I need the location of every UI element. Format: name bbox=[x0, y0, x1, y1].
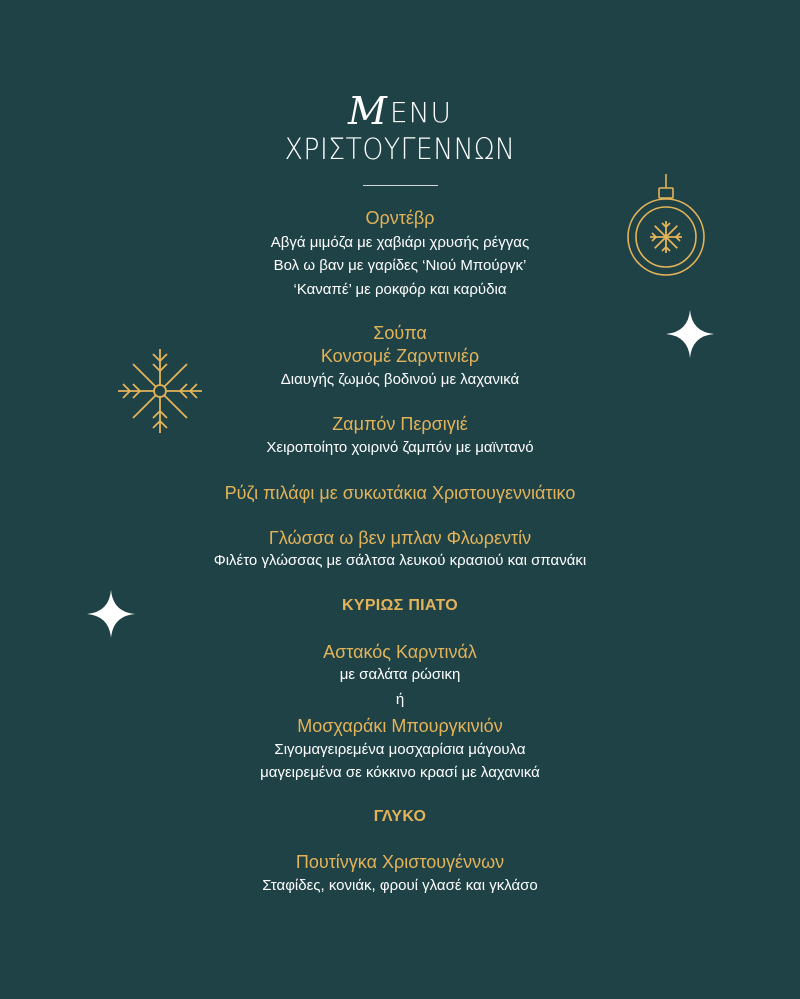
section-title-hors: Ορντέβρ bbox=[365, 208, 435, 228]
rice-dish: Ρύζι πιλάφι με συκωτάκια Χριστουγεννιάτικο bbox=[224, 483, 576, 503]
snowflake-icon bbox=[115, 346, 205, 436]
main-dish-2-desc-1: Σιγομαγειρεμένα μοσχαρίσια μάγουλα bbox=[274, 741, 526, 758]
section-title-soup: Σούπα bbox=[373, 323, 427, 343]
dessert-desc: Σταφίδες, κονιάκ, φρουί γλασέ και γκλάσο bbox=[262, 877, 538, 894]
main-or: ή bbox=[395, 691, 405, 708]
ham-dish: Ζαμπόν Περσιγιέ bbox=[332, 414, 468, 434]
menu-title bbox=[0, 89, 800, 166]
hors-item-2: Βολ ω βαν με γαρίδες ‘Νιού Μπούργκ’ bbox=[273, 257, 527, 274]
hors-item-3: ‘Καναπέ’ με ροκφόρ και καρύδια bbox=[293, 281, 507, 298]
menu-title-rest: ENU bbox=[389, 96, 453, 129]
sole-dish: Γλώσσα ω βεν μπλαν Φλωρεντίν bbox=[268, 528, 532, 548]
sparkle-icon bbox=[664, 308, 716, 360]
soup-dish: Κονσομέ Ζαρντινιέρ bbox=[320, 346, 480, 366]
ornament-icon bbox=[622, 172, 710, 280]
ham-desc: Χειροποίητο χοιρινό ζαμπόν με μαϊντανό bbox=[266, 439, 534, 456]
sole-desc: Φιλέτο γλώσσας με σάλτσα λευκού κρασιού και σπανάκι bbox=[213, 552, 587, 569]
sparkle-icon bbox=[85, 588, 137, 640]
menu-title-line2: ΧΡΙΣΤΟΥΓΕΝΝΩΝ bbox=[284, 132, 516, 166]
main-course-heading: ΚΥΡΙΩΣ ΠΙΑΤΟ bbox=[342, 597, 458, 614]
dessert-heading: ΓΛΥΚΟ bbox=[373, 808, 427, 825]
main-dish-1-desc: με σαλάτα ρώσικη bbox=[339, 666, 461, 683]
main-dish-2: Μοσχαράκι Μπουργκινιόν bbox=[297, 716, 503, 736]
main-dish-1: Αστακός Καρντινάλ bbox=[323, 642, 477, 662]
menu-title-initial: M bbox=[347, 89, 388, 133]
dessert-dish: Πουτίνγκα Χριστουγέννων bbox=[295, 852, 505, 872]
menu-title-line1 bbox=[0, 89, 800, 133]
title-divider bbox=[363, 185, 438, 186]
main-dish-2-desc-2: μαγειρεμένα σε κόκκινο κρασί με λαχανικά bbox=[260, 764, 540, 781]
hors-item-1: Αβγά μιμόζα με χαβιάρι χρυσής ρέγγας bbox=[270, 234, 530, 251]
soup-desc: Διαυγής ζωμός βοδινού με λαχανικά bbox=[280, 371, 520, 388]
